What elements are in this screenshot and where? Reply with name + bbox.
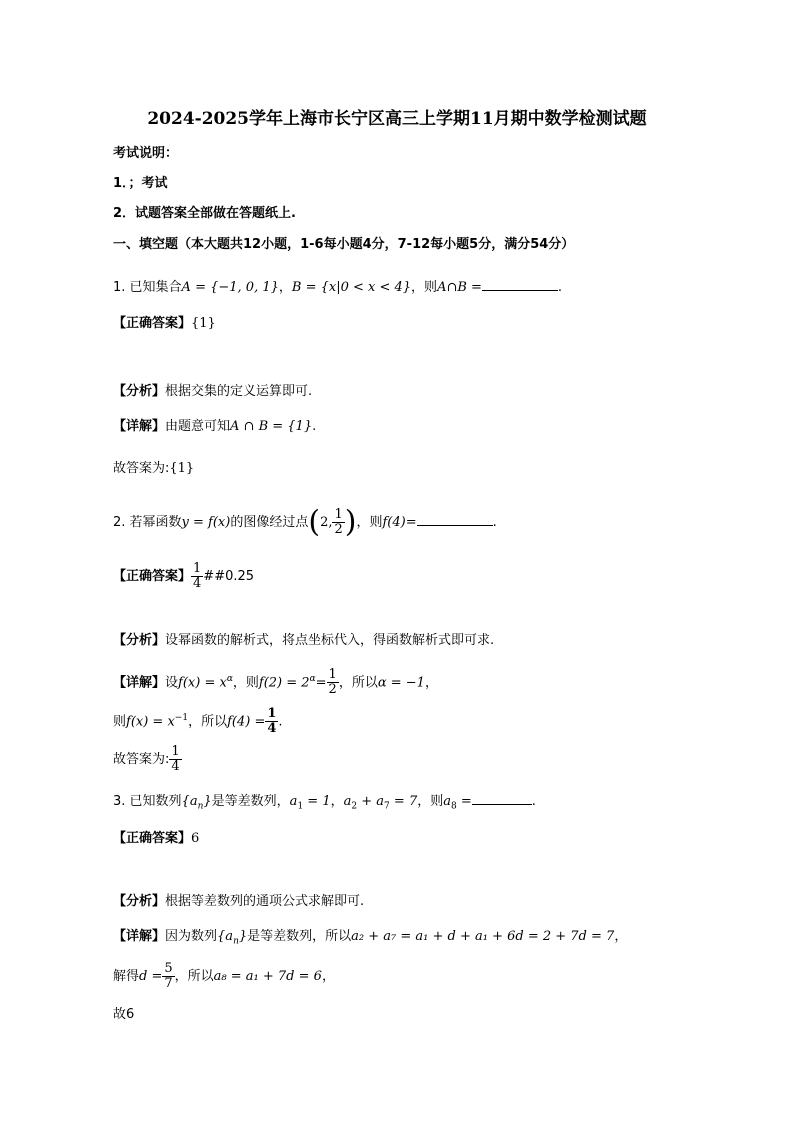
q1-stem: 1. 已知集合A = {−1, 0, 1}，B = {x|0 < x < 4}，则A∩B = .	[113, 280, 563, 295]
q2-answer-blank	[417, 513, 493, 526]
q3-answer: 【正确答案】6	[113, 831, 200, 846]
q1-analysis: 【分析】根据交集的定义运算即可.	[113, 384, 313, 399]
section-heading: 一、填空题（本大题共12小题，1-6每小题4分，7-12每小题5分，满分54分）	[113, 237, 575, 252]
instructions-heading: 考试说明：	[113, 146, 179, 161]
q1-detail: 【详解】由题意可知A ∩ B = {1}.	[113, 419, 317, 434]
q1-answer: 【正确答案】{1}	[113, 316, 216, 331]
q2-analysis: 【分析】设幂函数的解析式，将点坐标代入，得函数解析式即可求.	[113, 633, 495, 648]
q2-detail: 【详解】设$f(x) = x^\alpha$，则$f(2) = 2^\alpha=$ $\frac{1}{2}$ ，所以α = −1，	[113, 667, 438, 698]
q3-detail-line3: 故6	[113, 1007, 135, 1022]
instruction-item-2: 2．试题答案全部做在答题纸上.	[113, 206, 296, 221]
q3-detail: 【详解】因为数列$\{a_n\}$是等差数列，所以a₂ + a₇ = a₁ + d + a₁ + 6d = 2 + 7d = 7，	[113, 929, 628, 947]
page-title: 2024-2025学年上海市长宁区高三上学期11月期中数学检测试题	[147, 109, 647, 129]
q3-analysis: 【分析】根据等差数列的通项公式求解即可.	[113, 894, 365, 909]
q2-answer: 【正确答案】 $\frac{1}{4}$ ##0.25	[113, 561, 255, 591]
q2-final: 故答案为: $\frac{1}{4}$	[113, 744, 180, 774]
instruction-item-1: 1．；考试	[113, 176, 168, 191]
q1-answer-blank	[482, 278, 558, 291]
q3-detail-line2: 解得d = $\frac{5}{7}$ ，所以a₈ = a₁ + 7d = 6，	[113, 961, 335, 991]
q1-final: 故答案为:{1}	[113, 461, 195, 476]
q3-answer-blank	[472, 792, 532, 805]
q3-stem: 3. 已知数列$\{a_n\}$是等差数列，$a_1 = 1$，$a_2 + a_7 = 7$，则$a_8$ = .	[113, 794, 536, 812]
q2-detail-line2: 则$f(x) = x^{-1}$，所以f(4) = $\frac{1}{4}$ .	[113, 706, 283, 737]
q2-stem: 2. 若幂函数y = f(x)的图像经过点(2, $\frac{1}{2}$ )，则f(4)= .	[113, 504, 497, 540]
